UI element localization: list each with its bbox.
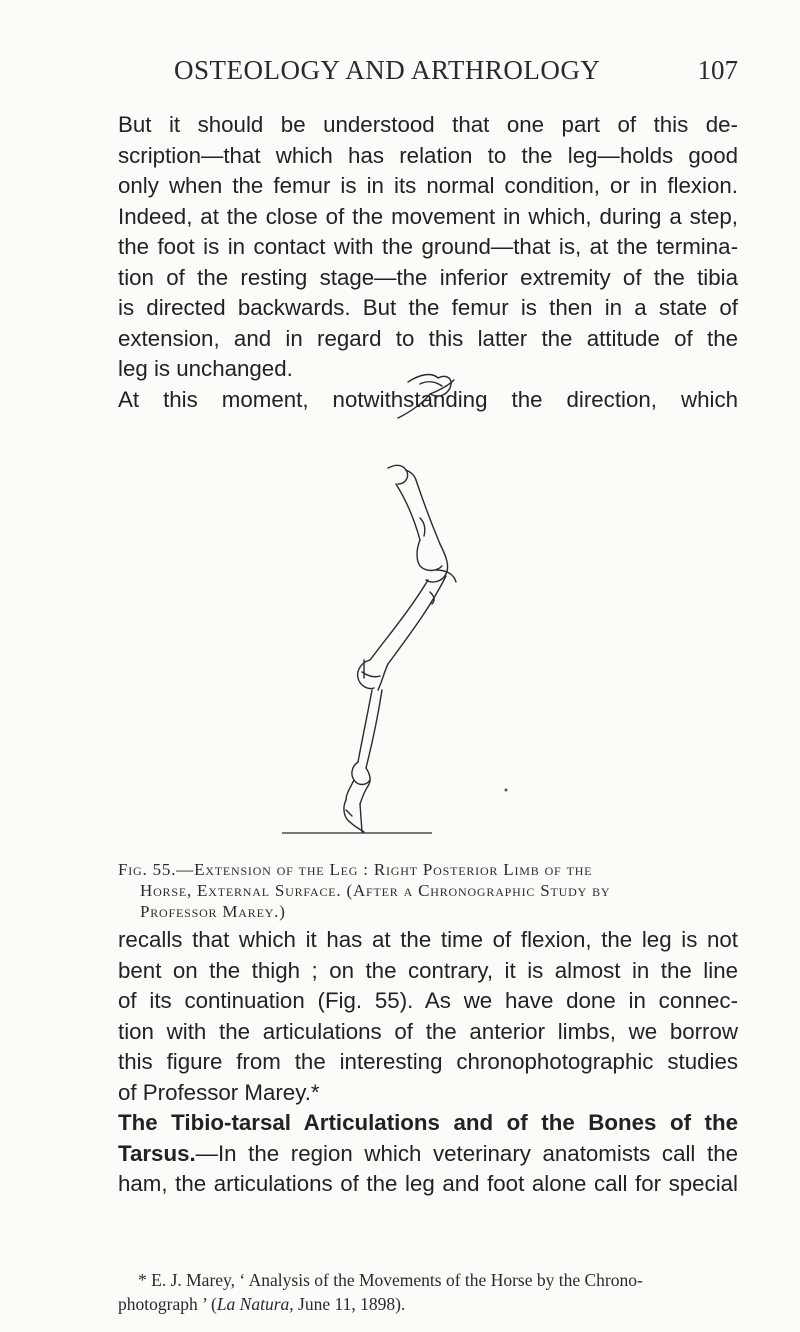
section-text: —In the region which veterinary anatomists call the: [195, 1140, 738, 1166]
section-heading-cont: Tarsus.: [118, 1140, 196, 1166]
text-line: recalls that which it has at the time of flexion, the leg is not: [118, 927, 738, 952]
text-line: leg is unchanged.: [118, 356, 293, 381]
figure-55-leg-skeleton: [270, 360, 570, 845]
text-line: But it should be understood that one part of this de-: [118, 112, 738, 137]
page-number: 107: [697, 55, 738, 85]
text-line: At this moment, notwithstanding the direction, which: [118, 386, 738, 412]
text-line: this figure from the interesting chronophotographic studies: [118, 1049, 738, 1074]
running-head: OSTEOLOGY AND ARTHROLOGY: [174, 55, 601, 85]
section-heading-line: [118, 1108, 738, 1139]
text-line: is directed backwards. But the femur is then in a state of: [118, 295, 738, 320]
caption-line: Fig. 55.—Extension of the Leg : Right Posterior Limb of the: [118, 860, 593, 879]
text-line: of its continuation (Fig. 55). As we have done in connec-: [118, 988, 738, 1013]
text-line: tion with the articulations of the anterior limbs, we borrow: [118, 1018, 738, 1044]
text-line: tion of the resting stage—the inferior extremity of the tibia: [118, 264, 738, 290]
caption-line: Professor Marey.): [140, 902, 286, 921]
text-line: [118, 1139, 738, 1170]
leg-skeleton-illustration: [270, 360, 570, 845]
text-line: the foot is in contact with the ground—that is, at the termina-: [118, 234, 738, 259]
text-line: bent on the thigh ; on the contrary, it is almost in the line: [118, 957, 738, 983]
text-line: Indeed, at the close of the movement in which, during a step,: [118, 203, 738, 229]
section-heading: The Tibio-tarsal Articulations and of the Bones of the: [118, 1110, 738, 1135]
page-header: [118, 55, 738, 95]
footnote: [118, 1268, 748, 1316]
footnote-text: photograph ’ (: [118, 1294, 217, 1314]
text-line: extension, and in regard to this latter the attitude of the: [118, 325, 738, 351]
text-line: ham, the articulations of the leg and foot alone call for special: [118, 1171, 738, 1196]
footnote-line: [118, 1292, 748, 1316]
text-line: scription—that which has relation to the leg—holds good: [118, 142, 738, 168]
footnote-text: June 11, 1898).: [293, 1294, 406, 1314]
text-line: of Professor Marey.*: [118, 1079, 320, 1105]
caption-line: Horse, External Surface. (After a Chronographic Study by: [140, 881, 611, 900]
footnote-line: * E. J. Marey, ‘ Analysis of the Movements of the Horse by the Chrono-: [138, 1270, 643, 1290]
footnote-journal: La Natura,: [216, 1294, 294, 1314]
paragraph-bottom: [118, 925, 738, 1200]
text-line: only when the femur is in its normal condition, or in flexion.: [118, 173, 738, 198]
figure-caption: [118, 859, 748, 922]
